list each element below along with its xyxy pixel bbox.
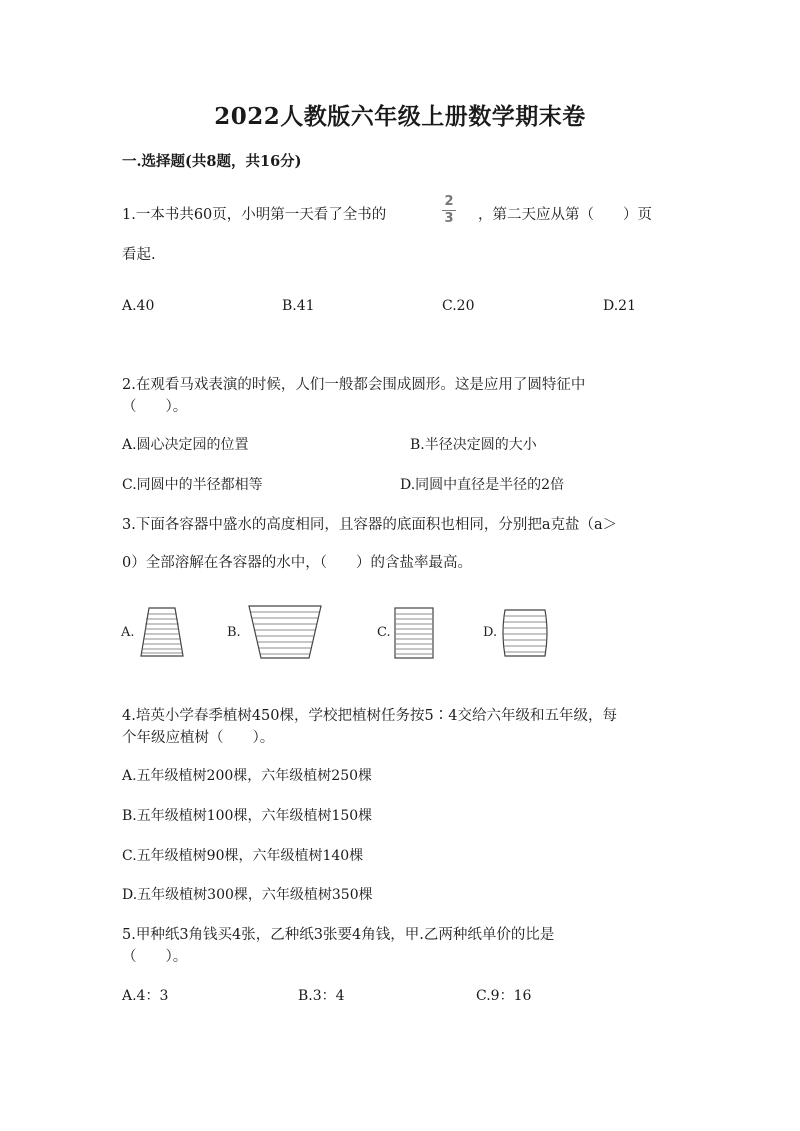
- q1-option-b[interactable]: B.41: [282, 298, 315, 314]
- q3-container-d-outline: [503, 610, 547, 656]
- q3-figure-a[interactable]: [120, 608, 183, 656]
- q2-option-c[interactable]: C.同圆中的半径都相等: [122, 477, 263, 493]
- q2-option-b[interactable]: B.半径决定圆的大小: [410, 437, 537, 453]
- q3-figure-b[interactable]: [227, 606, 321, 658]
- q4-line2: 个年级应植树（ ）。: [122, 730, 275, 746]
- q1-option-d[interactable]: D.21: [603, 298, 636, 314]
- q3-container-b-water: [251, 612, 319, 654]
- q1-option-c[interactable]: C.20: [442, 298, 475, 314]
- q3-container-b-outline: [249, 606, 321, 658]
- q3-figure-a-label: A.: [121, 625, 135, 640]
- q3-container-c-outline: [395, 608, 433, 658]
- q3-figure-c[interactable]: [377, 608, 433, 658]
- q4-option-a[interactable]: A.五年级植树200棵，六年级植树250棵: [122, 768, 373, 784]
- q1-fraction: [442, 195, 456, 226]
- q4-option-c[interactable]: C.五年级植树90棵，六年级植树140棵: [122, 848, 364, 864]
- q5-line2: （ ）。: [122, 949, 188, 965]
- q3-figure-d-label: D.: [483, 625, 498, 640]
- q4-option-d[interactable]: D.五年级植树300棵，六年级植树350棵: [122, 887, 373, 903]
- q1-fraction-numerator: 2: [444, 194, 454, 209]
- q5-option-b[interactable]: B.3：4: [298, 988, 345, 1004]
- q3-container-c-water: [396, 614, 432, 654]
- q4-line1: 4.培英小学春季植树450棵，学校把植树任务按5∶4交给六年级和五年级，每: [122, 708, 617, 724]
- q3-line1: 3.下面各容器中盛水的高度相同，且容器的底面积也相同，分别把a克盐（a＞: [122, 517, 618, 533]
- q4-option-b[interactable]: B.五年级植树100棵，六年级植树150棵: [122, 808, 373, 824]
- q5-option-a[interactable]: A.4：3: [122, 988, 169, 1004]
- q1-text-a: 1.一本书共60页，小明第一天看了全书的: [122, 207, 387, 223]
- q1-text-c: 看起.: [122, 247, 156, 263]
- q1-fraction-denominator: 3: [444, 211, 454, 226]
- q3-container-a-water: [142, 614, 182, 653]
- q2-option-a[interactable]: A.圆心决定园的位置: [122, 437, 249, 453]
- q2-option-d[interactable]: D.同圆中直径是半径的2倍: [400, 477, 565, 493]
- q5-option-c[interactable]: C.9：16: [476, 988, 532, 1004]
- q5-line1: 5.甲种纸3角钱买4张，乙种纸3张要4角钱，甲.乙两种纸单价的比是: [122, 927, 555, 943]
- q3-container-d-water: [503, 616, 547, 652]
- q1-text-b: ，第二天应从第（ ）页: [478, 207, 652, 223]
- q1-option-a[interactable]: A.40: [122, 298, 155, 314]
- q2-line2: （ ）。: [122, 399, 188, 415]
- section-heading: 一.选择题(共8题，共16分): [122, 153, 302, 170]
- q3-figure-d[interactable]: [483, 610, 547, 656]
- q3-line2: 0）全部溶解在各容器的水中，（ ）的含盐率最高。: [122, 555, 472, 571]
- q2-line1: 2.在观看马戏表演的时候，人们一般都会围成圆形。这是应用了圆特征中: [122, 377, 586, 393]
- q3-figure-b-label: B.: [227, 625, 241, 640]
- q3-figure-c-label: C.: [377, 625, 391, 640]
- page-title: 2022人教版六年级上册数学期末卷: [214, 103, 586, 130]
- q3-container-figures: [115, 598, 565, 668]
